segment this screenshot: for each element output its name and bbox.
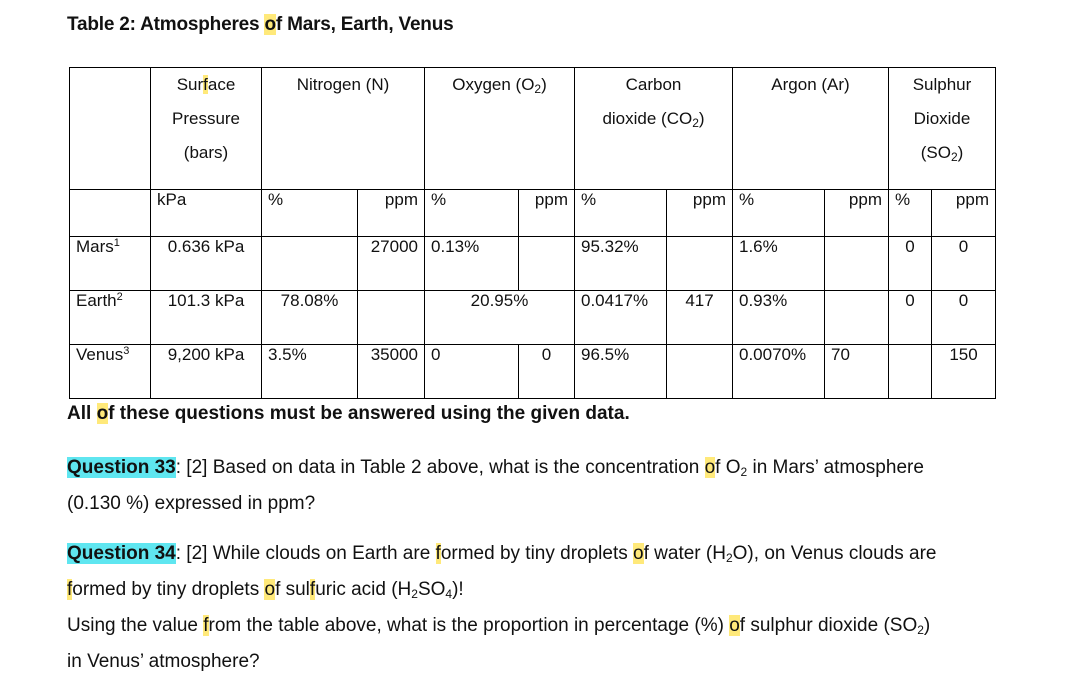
header-surface-pressure: Surface Pressure (bars) — [151, 68, 262, 190]
header-oxygen: Oxygen $(O_2)$ — [425, 68, 575, 190]
unit-cell: % — [889, 190, 932, 237]
table-cell: 0.0070% — [733, 345, 825, 399]
table-cell: 27000 — [358, 237, 425, 291]
table-cell — [519, 237, 575, 291]
question-33: Question 33: [2] Based on data in Table 2 above, what is the concentration of $O_2$ in Mars’ atmosphere (0.130 %) expressed in ppm? — [67, 457, 924, 514]
table-cell: 0.636 kPa — [151, 237, 262, 291]
table-cell: 0.0417% — [575, 291, 667, 345]
table-cell: 0.13% — [425, 237, 519, 291]
table-cell: 70 — [825, 345, 889, 399]
question-33-label: Question 33 — [67, 457, 176, 478]
instruction-note: All of these questions must be answered using the given data. — [67, 403, 630, 424]
unit-cell: ppm — [358, 190, 425, 237]
table-cell: 96.5% — [575, 345, 667, 399]
question-34: Question 34: [2] While clouds on Earth are formed by tiny droplets of water $(H_2O)$, on Venus clouds are formed by tiny droplets of sulfuric acid $(H_2SO_4)$! Using the value from the table above, what is the proportion in percentage (%) of sulphur dioxide $(SO_2)$ in Venus’ atmosphere? — [67, 543, 937, 672]
unit-cell: kPa — [151, 190, 262, 237]
header-argon: Argon (Ar) — [733, 68, 889, 190]
unit-cell: % — [733, 190, 825, 237]
table-cell: 95.32% — [575, 237, 667, 291]
unit-cell: ppm — [825, 190, 889, 237]
table-cell: 0 — [932, 291, 996, 345]
table-cell: 9,200 kPa — [151, 345, 262, 399]
question-34-label: Question 34 — [67, 543, 176, 564]
header-row — [70, 68, 996, 190]
units-row — [70, 190, 996, 237]
table-cell: 3.5% — [262, 345, 358, 399]
row-label-earth: Earth$^2$ — [70, 291, 151, 345]
table-cell — [262, 237, 358, 291]
table-row — [70, 237, 996, 291]
table-cell: 0 — [519, 345, 575, 399]
header-nitrogen: Nitrogen (N) — [262, 68, 425, 190]
unit-cell: % — [425, 190, 519, 237]
table-cell: 0.93% — [733, 291, 825, 345]
row-label-venus: Venus$^3$ — [70, 345, 151, 399]
atmosphere-table — [69, 67, 996, 399]
header-sulphur-dioxide: Sulphur Dioxide $(SO_2)$ — [889, 68, 996, 190]
table-row — [70, 291, 996, 345]
table-cell — [667, 345, 733, 399]
table-cell: 0 — [889, 237, 932, 291]
table-cell — [825, 291, 889, 345]
row-label-mars: Mars$^1$ — [70, 237, 151, 291]
table-title: Table 2: Atmospheres of Mars, Earth, Venus — [67, 14, 454, 35]
unit-cell: % — [262, 190, 358, 237]
table-cell — [358, 291, 425, 345]
table-cell — [825, 237, 889, 291]
table-cell: 20.95% — [425, 291, 575, 345]
table-cell: 417 — [667, 291, 733, 345]
header-carbon-dioxide: Carbon dioxide $(CO_2)$ — [575, 68, 733, 190]
unit-cell: ppm — [667, 190, 733, 237]
table-cell: 150 — [932, 345, 996, 399]
table-row — [70, 345, 996, 399]
table-cell — [667, 237, 733, 291]
table-cell — [889, 345, 932, 399]
table-cell: 78.08% — [262, 291, 358, 345]
table-cell: 0 — [889, 291, 932, 345]
unit-cell: ppm — [519, 190, 575, 237]
table-cell: 101.3 kPa — [151, 291, 262, 345]
table-cell: 0 — [425, 345, 519, 399]
table-cell: 1.6% — [733, 237, 825, 291]
unit-cell: % — [575, 190, 667, 237]
table-cell: 35000 — [358, 345, 425, 399]
table-cell: 0 — [932, 237, 996, 291]
unit-cell: ppm — [932, 190, 996, 237]
